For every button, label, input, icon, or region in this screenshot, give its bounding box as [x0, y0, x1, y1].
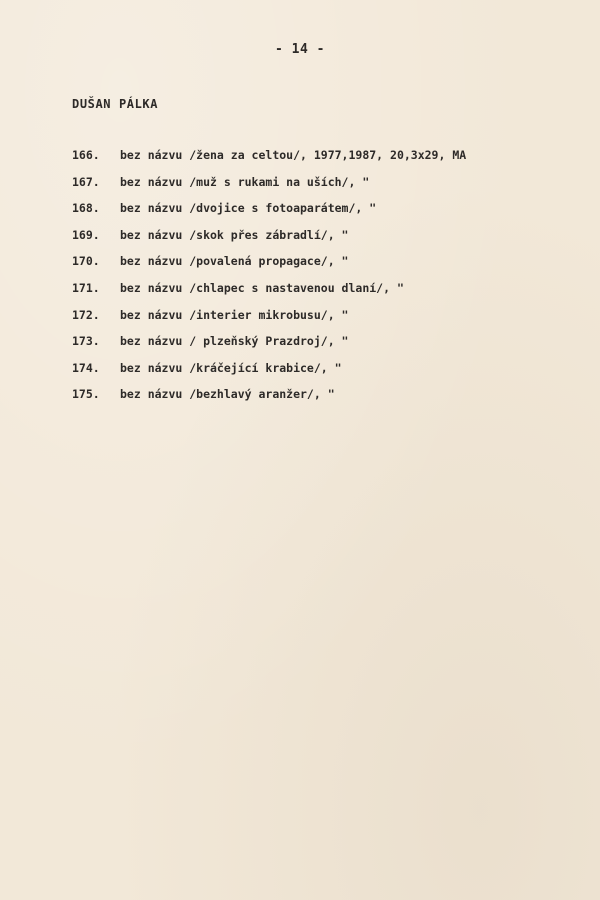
list-item — [72, 175, 572, 202]
list-item — [72, 254, 572, 281]
entry-text: bez názvu /skok přes zábradlí/, " — [120, 227, 349, 242]
entry-text: bez názvu /bezhlavý aranžer/, " — [120, 387, 335, 402]
list-item — [72, 308, 572, 335]
entry-text: bez názvu /povalená propagace/, " — [120, 254, 349, 269]
entry-text: bez názvu / plzeňský Prazdroj/, " — [120, 334, 349, 349]
entry-number: 172. — [72, 307, 100, 322]
entry-number: 175. — [72, 387, 100, 402]
entry-text: bez názvu /chlapec s nastavenou dlaní/, " — [120, 280, 404, 295]
list-item — [72, 148, 572, 175]
entry-number: 173. — [72, 334, 100, 349]
entry-number: 170. — [72, 254, 100, 269]
entry-number: 166. — [72, 148, 100, 162]
list-item — [72, 228, 572, 255]
list-item — [72, 201, 572, 228]
entry-text: bez názvu /muž s rukami na uších/, " — [120, 174, 370, 189]
entry-text: bez názvu /kráčející krabice/, " — [120, 360, 342, 375]
list-item — [72, 361, 572, 388]
entry-text: bez názvu /žena za celtou/, 1977,1987, 20,3x29, MA — [120, 148, 467, 162]
entry-text: bez názvu /interier mikrobusu/, " — [120, 307, 349, 322]
page-number: - 14 - — [275, 42, 325, 57]
entry-number: 167. — [72, 174, 100, 189]
list-item — [72, 387, 572, 414]
list-item — [72, 281, 572, 308]
entry-number: 171. — [72, 280, 100, 295]
entry-text: bez názvu /dvojice s fotoaparátem/, " — [120, 201, 377, 216]
entry-list — [72, 148, 572, 414]
entry-number: 169. — [72, 227, 100, 242]
list-item — [72, 334, 572, 361]
entry-number: 168. — [72, 201, 100, 216]
entry-number: 174. — [72, 360, 100, 375]
author-heading: DUŠAN PÁLKA — [72, 97, 159, 111]
